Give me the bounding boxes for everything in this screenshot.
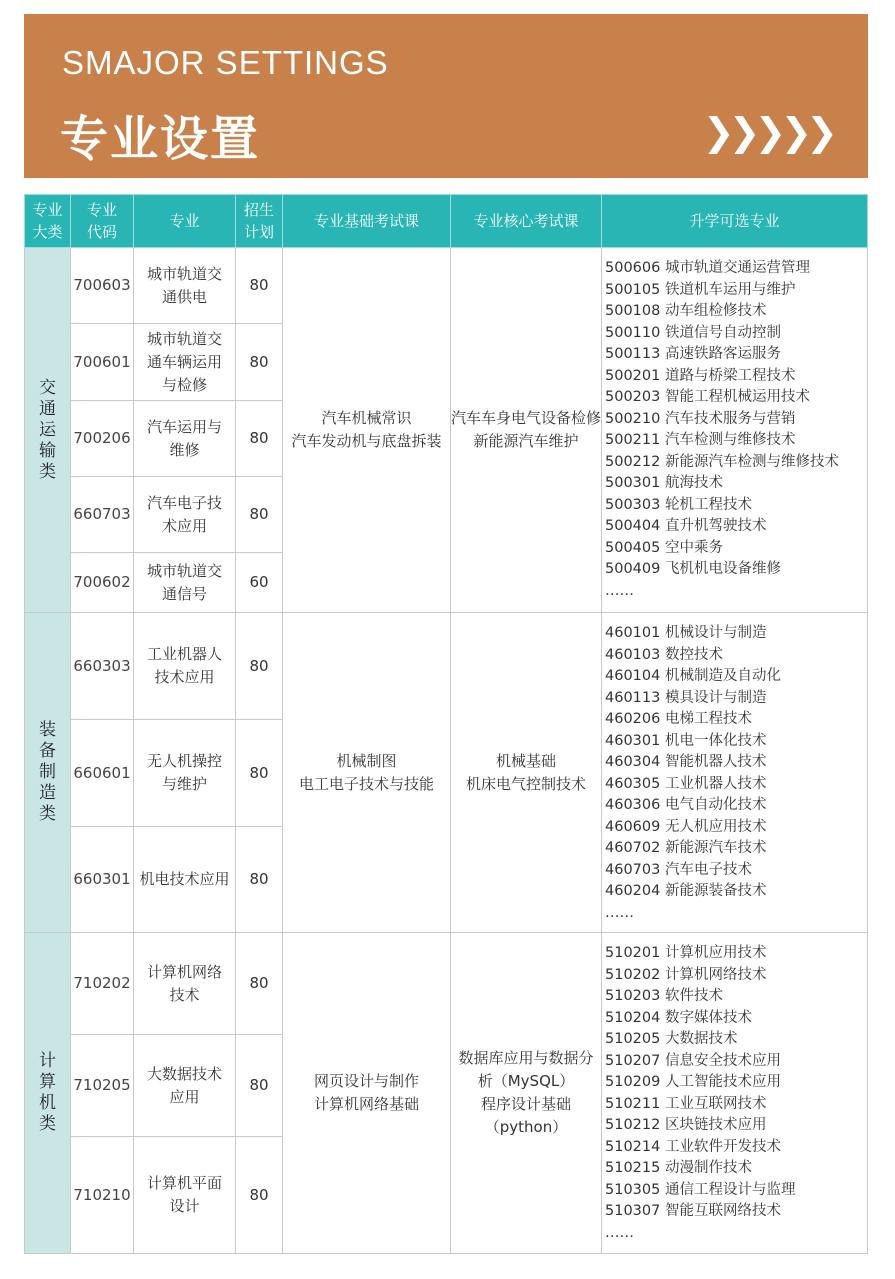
enroll-plan: 80	[236, 933, 283, 1035]
further-major-item: 510201 计算机应用技术	[605, 945, 767, 961]
major-name-line: 城市轨道交	[146, 561, 222, 580]
table-row	[25, 613, 868, 720]
core-course: （python）	[484, 1118, 568, 1136]
further-major-item: 460304 智能机器人技术	[605, 754, 767, 770]
major-name	[134, 1035, 236, 1137]
enroll-plan: 80	[236, 477, 283, 553]
core-course: 程序设计基础	[480, 1095, 571, 1113]
major-code: 660303	[71, 613, 134, 720]
further-major-item: 460609 无人机应用技术	[605, 818, 767, 835]
basic-course-cell	[283, 248, 451, 613]
enroll-plan: 80	[236, 324, 283, 401]
major-name	[134, 827, 236, 933]
header-code: 专业 代码	[71, 195, 134, 248]
core-course: 机械基础	[495, 751, 556, 770]
core-course-cell	[451, 613, 602, 933]
further-major-item: 510203 软件技术	[605, 988, 723, 1004]
chevrons-icon: ❯❯❯❯❯	[702, 110, 832, 154]
further-major-item: 460305 工业机器人技术	[605, 775, 767, 792]
major-name-line: 工业机器人	[146, 645, 222, 663]
major-name-line: 城市轨道交	[146, 264, 222, 283]
major-name	[134, 553, 236, 613]
major-code: 660703	[71, 477, 134, 553]
major-code: 700602	[71, 553, 134, 613]
further-major-item: 460204 新能源装备技术	[605, 883, 767, 899]
major-code: 700601	[71, 324, 134, 401]
major-name	[134, 401, 236, 477]
enroll-plan: 60	[236, 553, 283, 613]
major-name	[134, 324, 236, 401]
header-major: 专业	[134, 195, 236, 248]
further-major-item: 500110 铁道信号自动控制	[605, 324, 781, 341]
banner-title-en: SMAJOR SETTINGS	[62, 44, 389, 81]
further-major-item: 500210 汽车技术服务与营销	[605, 410, 796, 427]
major-name-line: 大数据技术	[146, 1064, 222, 1083]
major-code: 700206	[71, 401, 134, 477]
further-major-item: 460113 模具设计与制造	[605, 689, 767, 706]
enroll-plan: 80	[236, 1035, 283, 1137]
further-major-item: 500212 新能源汽车检测与维修技术	[605, 453, 839, 470]
further-major-item: 500606 城市轨道交通运营管理	[605, 260, 810, 276]
further-major-item: 510212 区块链技术应用	[605, 1117, 767, 1133]
major-name-line: 计算机网络	[146, 962, 222, 981]
basic-course: 汽车机械常识	[321, 409, 412, 427]
core-course: 新能源汽车维护	[473, 432, 579, 450]
core-course-cell	[451, 933, 602, 1254]
further-major-item: 500203 智能工程机械运用技术	[605, 389, 810, 405]
further-major-item: ……	[605, 582, 634, 599]
banner-title-zh: 专业设置	[60, 111, 261, 167]
core-course: 机床电气控制技术	[465, 774, 586, 793]
major-name-line: 技术应用	[154, 668, 215, 686]
basic-course-cell	[283, 933, 451, 1254]
further-major-item: 500113 高速铁路客运服务	[605, 346, 781, 362]
basic-course: 汽车发动机与底盘拆装	[291, 432, 442, 450]
further-major-item: 460104 机械制造及自动化	[605, 668, 781, 684]
table-header-row	[25, 195, 868, 248]
further-major-item: 510202 计算机网络技术	[605, 966, 767, 983]
further-major-item: 510211 工业互联网技术	[605, 1095, 767, 1112]
further-major-item: 500211 汽车检测与维修技术	[605, 432, 796, 448]
core-course: 析（MySQL）	[477, 1072, 575, 1090]
category-cell	[25, 933, 71, 1254]
further-major-item: 500201 道路与桥梁工程技术	[605, 367, 796, 384]
category-label: 交通运输类	[39, 377, 56, 482]
category-label: 装备制造类	[39, 720, 56, 824]
further-major-item: 460703 汽车电子技术	[605, 861, 752, 878]
further-majors-cell	[602, 613, 868, 933]
major-code: 660601	[71, 720, 134, 827]
further-major-item: 510305 通信工程设计与监理	[605, 1181, 796, 1198]
category-cell	[25, 613, 71, 933]
core-course-cell	[451, 248, 602, 613]
further-major-item: 500409 飞机机电设备维修	[605, 561, 781, 577]
major-code: 700603	[71, 248, 134, 324]
major-name-line: 通车辆运用	[146, 352, 222, 371]
further-major-item: 500405 空中乘务	[605, 539, 723, 556]
header-banner	[24, 14, 868, 178]
major-name-line: 设计	[169, 1197, 200, 1215]
major-code: 660301	[71, 827, 134, 933]
header-enroll: 招生 计划	[236, 195, 283, 248]
table-row	[25, 933, 868, 1035]
category-cell	[25, 248, 71, 613]
major-table	[24, 194, 868, 1254]
enroll-plan: 80	[236, 720, 283, 827]
further-major-item: 460702 新能源汽车技术	[605, 840, 767, 856]
major-name-line: 计算机平面	[146, 1174, 222, 1192]
header-core-course: 专业核心考试课	[451, 195, 602, 248]
further-major-item: ……	[605, 904, 634, 921]
basic-course: 电工电子技术与技能	[298, 774, 434, 793]
major-name-line: 维修	[169, 440, 200, 459]
further-major-item: 460101 机械设计与制造	[605, 625, 767, 641]
further-major-item: 510215 动漫制作技术	[605, 1160, 752, 1176]
further-majors-cell	[602, 248, 868, 613]
further-major-item: 460306 电气自动化技术	[605, 797, 767, 813]
further-major-item: 510214 工业软件开发技术	[605, 1138, 781, 1155]
major-name	[134, 720, 236, 827]
major-name-line: 通信号	[161, 584, 207, 603]
major-code: 710205	[71, 1035, 134, 1137]
basic-course-cell	[283, 613, 451, 933]
major-name-line: 与维护	[161, 775, 207, 793]
major-name-line: 应用	[169, 1087, 200, 1106]
core-course: 数据库应用与数据分	[458, 1049, 594, 1067]
major-name-line: 通供电	[161, 287, 207, 306]
major-name-line: 汽车电子技	[146, 493, 222, 512]
major-name-line: 机电技术应用	[139, 870, 230, 888]
major-name-line: 与检修	[161, 375, 207, 394]
major-name	[134, 613, 236, 720]
further-major-item: 510205 大数据技术	[605, 1031, 738, 1047]
further-major-item: 510307 智能互联网络技术	[605, 1203, 781, 1219]
enroll-plan: 80	[236, 613, 283, 720]
major-name-line: 汽车运用与	[146, 417, 222, 436]
major-name	[134, 477, 236, 553]
enroll-plan: 80	[236, 827, 283, 933]
core-course: 汽车车身电气设备检修	[451, 409, 602, 427]
major-name-line: 城市轨道交	[146, 329, 222, 348]
further-major-item: 500303 轮机工程技术	[605, 496, 752, 513]
header-category: 专业 大类	[25, 195, 71, 248]
header-basic-course: 专业基础考试课	[283, 195, 451, 248]
major-code: 710210	[71, 1137, 134, 1254]
category-label: 计算机类	[39, 1051, 56, 1134]
further-major-item: ……	[605, 1224, 634, 1241]
enroll-plan: 80	[236, 401, 283, 477]
enroll-plan: 80	[236, 1137, 283, 1254]
major-name	[134, 248, 236, 324]
further-major-item: 500301 航海技术	[605, 475, 723, 491]
major-code: 710202	[71, 933, 134, 1035]
basic-course: 计算机网络基础	[313, 1095, 419, 1113]
basic-course: 机械制图	[336, 751, 397, 770]
further-major-item: 500105 铁道机车运用与维护	[605, 281, 796, 298]
further-major-item: 500108 动车组检修技术	[605, 303, 767, 319]
major-name-line: 技术	[169, 985, 200, 1004]
major-name	[134, 933, 236, 1035]
major-name	[134, 1137, 236, 1254]
basic-course: 网页设计与制作	[313, 1072, 419, 1090]
enroll-plan: 80	[236, 248, 283, 324]
further-major-item: 460206 电梯工程技术	[605, 711, 752, 727]
further-majors-cell	[602, 933, 868, 1254]
header-further-majors: 升学可选专业	[602, 195, 868, 248]
table-row	[25, 248, 868, 324]
further-major-item: 500404 直升机驾驶技术	[605, 518, 767, 534]
major-name-line: 无人机操控	[146, 752, 222, 770]
major-name-line: 术应用	[161, 516, 207, 535]
further-major-item: 510204 数字媒体技术	[605, 1009, 752, 1026]
further-major-item: 460103 数控技术	[605, 646, 723, 663]
further-major-item: 510209 人工智能技术应用	[605, 1074, 781, 1090]
further-major-item: 460301 机电一体化技术	[605, 732, 767, 749]
further-major-item: 510207 信息安全技术应用	[605, 1052, 781, 1069]
